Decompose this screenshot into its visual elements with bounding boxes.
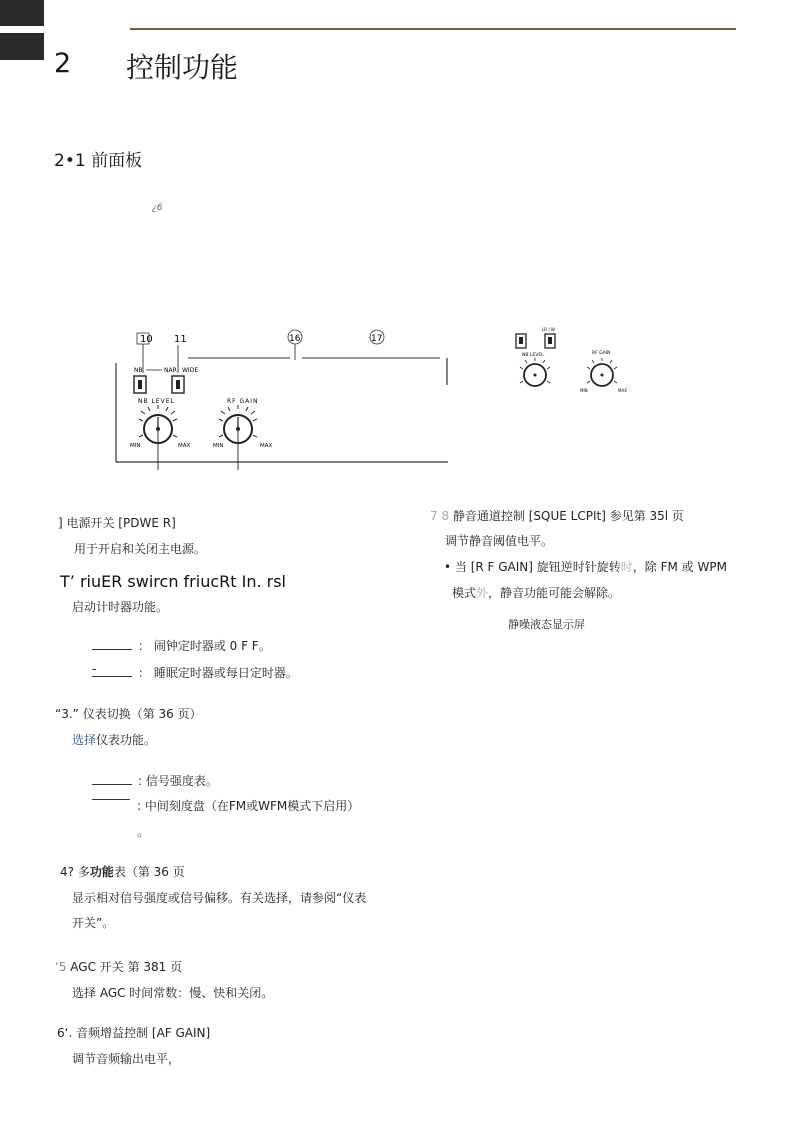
item7-bullet2-a: 模式 [452, 586, 477, 600]
front-panel-diagram [110, 325, 670, 470]
nb-level-max: MAX [178, 443, 191, 449]
small-rf-gain-label: RF GAIN [592, 351, 611, 356]
item4-title-c: 表（第 36 页 [113, 865, 185, 879]
header-rule [130, 28, 736, 30]
item7-bullet-a: • 当 [R F GAIN] 旋钮逆时针旋转 [444, 560, 621, 574]
stray-mark: ¿6 [152, 203, 163, 213]
rf-gain-min: MIN [213, 443, 224, 449]
item4-title-a: 4? 多 [60, 865, 90, 879]
rf-gain-max: MAX [260, 443, 273, 449]
item2-option1 [92, 637, 271, 654]
item1-title: ] 电源开关 [PDWE R] [58, 516, 176, 530]
item2-option2-text: ： 睡眠定时器或每日定时器。 [138, 666, 298, 680]
item3-title: “3.” 仪表切换（第 36 页） [55, 707, 202, 721]
item7-bullet-line1 [444, 558, 727, 575]
switch-label-wide: WIDE [182, 367, 199, 374]
item3-option2-tail: 。 [137, 825, 150, 839]
callout-10: 10 [140, 334, 153, 345]
item3-desc-highlight: 选择 [72, 733, 97, 747]
callout-17: 17 [371, 334, 383, 344]
item3-option2: : 中间刻度盘（在FM或WFM模式下启用） [137, 799, 360, 813]
corner-mark-top [0, 0, 44, 26]
item2-option1-text: ： 闹钟定时器或 0 F F。 [138, 639, 271, 653]
chapter-title: 控制功能 [126, 51, 239, 84]
item7-desc: 调节静音阈值电平。 [445, 534, 554, 548]
small-rf-gain-min: MIN [580, 388, 588, 393]
small-switch-label: LR / W [542, 327, 555, 332]
item2-option2-prefix: - [92, 662, 97, 676]
item5-desc: 选择 AGC 时间常数：慢、快和关闭。 [72, 986, 274, 1000]
item4-desc-line2: 开关”。 [72, 916, 115, 930]
corner-mark-bottom [0, 33, 44, 60]
blank-line [92, 775, 132, 785]
blank-line [92, 667, 132, 677]
item2-desc: 启动计时器功能。 [72, 600, 169, 614]
item5-title-num: ‘5 [55, 960, 67, 974]
chapter-number: 2 [54, 48, 72, 79]
item3-option2-line [92, 799, 130, 800]
item7-title-num: 7 8 [430, 509, 450, 523]
item1-desc: 用于开启和关闭主电源。 [74, 542, 207, 556]
item7-subnote: 静噪液态显示屏 [508, 618, 585, 631]
item4-title [60, 863, 185, 880]
item6-title: 6‘. 音频增益控制 [AF GAIN] [57, 1026, 211, 1040]
item2-title: T’ riuER swircn friucRt In. rsl [60, 572, 286, 591]
callout-16: 16 [289, 334, 301, 344]
item3-option1 [92, 772, 218, 789]
item4-desc-line1: 显示相对信号强度或信号偏移。有关选择，请参阅“仪表 [72, 891, 367, 905]
blank-line [92, 640, 132, 650]
nb-level-min: MIN [130, 443, 141, 449]
item5-title [55, 958, 182, 975]
item2-option2 [92, 664, 298, 681]
item7-bullet-line2 [452, 584, 620, 601]
item7-title-text: 静音通道控制 [SQUE LCPIt] 参见第 35l 页 [449, 509, 684, 523]
item4-title-b: 功能 [89, 865, 114, 879]
item3-desc [72, 731, 156, 748]
item3-option1-text: : 信号强度表。 [138, 774, 218, 788]
small-rf-gain-max: MAX [618, 388, 627, 393]
item7-bullet2-b: 外 [476, 586, 489, 600]
item7-bullet2-c: ，静音功能可能会解除。 [488, 586, 621, 600]
nb-level-label: NB LEVEL [138, 398, 175, 405]
item7-bullet-b: 时 [620, 560, 633, 574]
switch-label-nar: NAR [164, 367, 177, 374]
rf-gain-label: RF GAIN [227, 398, 259, 405]
item7-bullet-c: ，除 FM 或 WPM [632, 560, 727, 574]
item6-desc: 调节音频输出电平， [72, 1052, 181, 1066]
item3-desc-rest: 仪表功能。 [96, 733, 157, 747]
callout-11: 11 [174, 334, 187, 345]
item5-title-text: AGC 开关 第 381 页 [66, 960, 183, 974]
switch-label-nb: NB [134, 367, 143, 374]
item7-title [430, 507, 684, 524]
small-nb-level-label: NB LEVEL [522, 353, 544, 358]
section-title: 2•1 前面板 [54, 151, 143, 171]
